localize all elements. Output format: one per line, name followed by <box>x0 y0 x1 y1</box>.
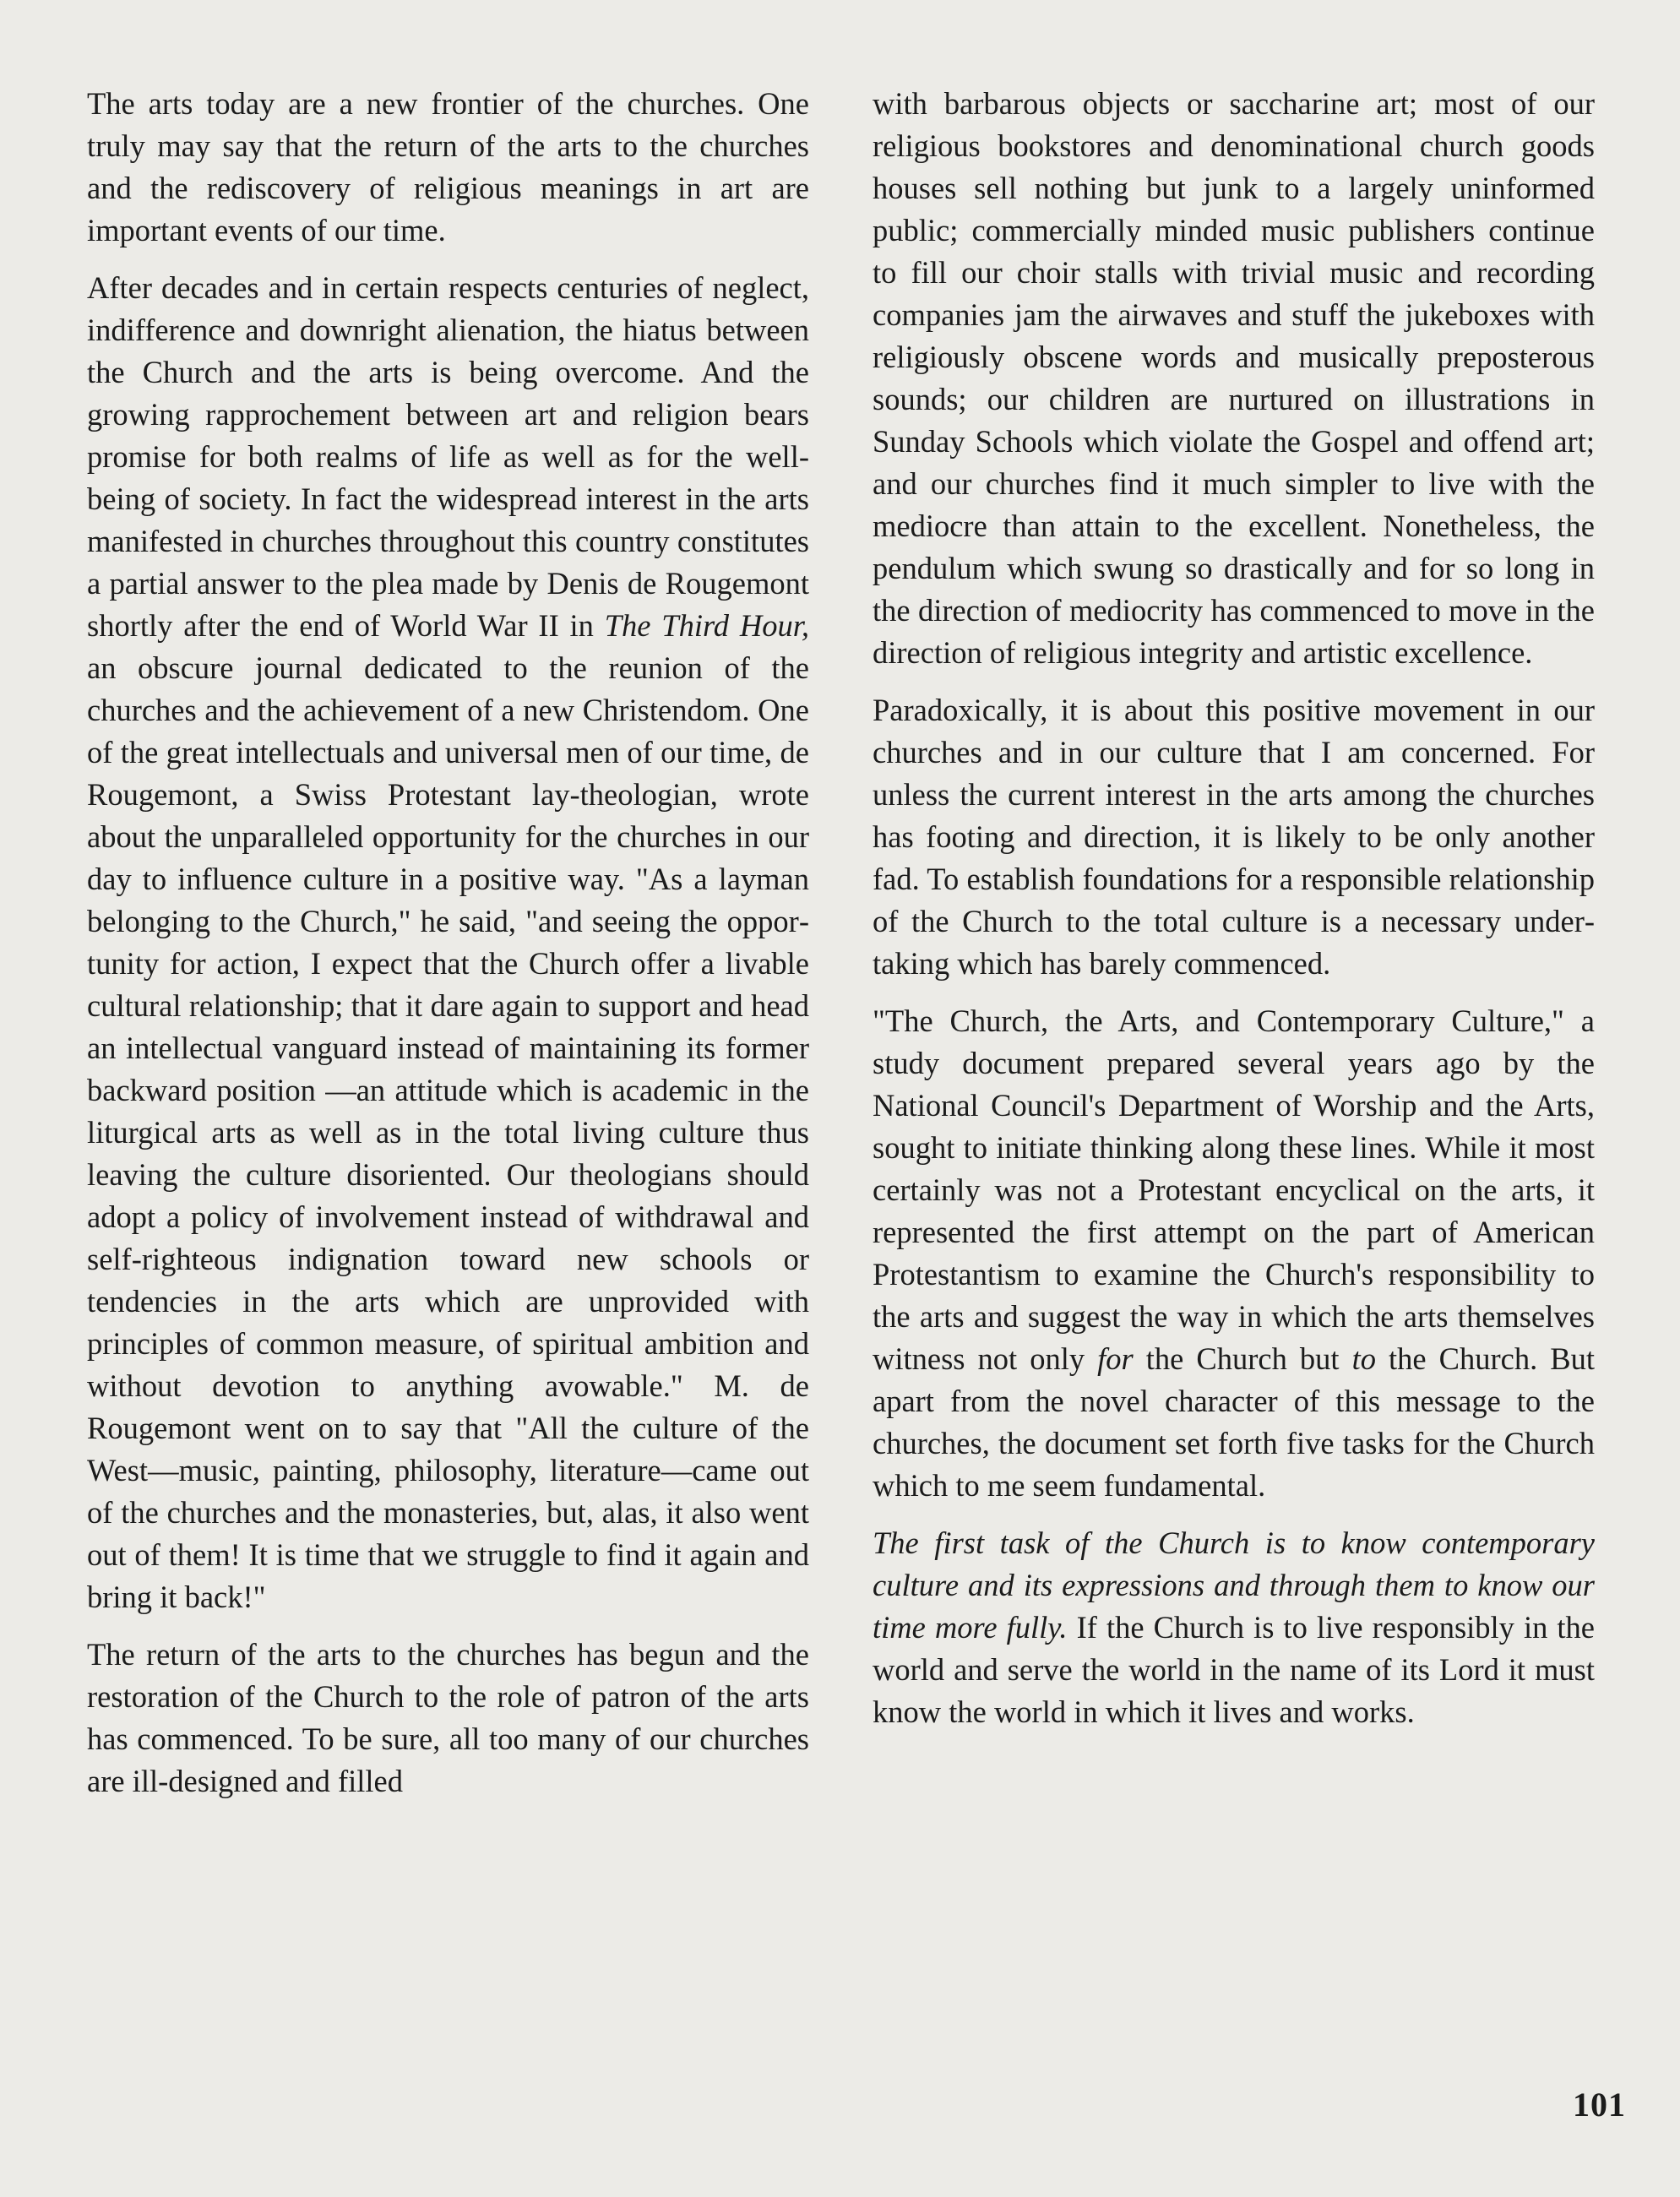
left-paragraph-2 <box>87 267 809 1618</box>
left-paragraph-1-text: The arts today are a new frontier of the churches. One truly may say that the return of the arts to the churches and the rediscovery of religious meanings in art are important events of our time. <box>87 86 809 247</box>
right-paragraph-3-text-a: "The Church, the Arts, and Contemporary Culture," a study document prepared several years ago by the National Council's Department of Worship and the Arts, sought to initiate thinking along these lines. While it most certainly was not a Protestant encyclical on the arts, it represented the first attempt on the part of American Protestantism to examine the Church's responsibility to the arts and suggest the way in which the arts themselves witness not only <box>873 1003 1595 1376</box>
left-column <box>87 83 809 1818</box>
left-paragraph-2-text-a: After decades and in certain respects centuries of neglect, indifference and downright alienation, the hiatus between the Church and the arts is being overcome. And the growing rapprochement between art and religion bears promise for both realms of life as well as for the well-being of society. In fact the widespread interest in the arts manifested in churches throughout this country constitutes a partial answer to the plea made by Denis de Rougemont shortly after the end of World War II in <box>87 270 809 643</box>
right-paragraph-2 <box>873 689 1595 985</box>
left-paragraph-3 <box>87 1634 809 1803</box>
right-paragraph-1 <box>873 83 1595 674</box>
right-paragraph-3-text-b: the Church but <box>1133 1341 1352 1376</box>
journal-title: The Third Hour, <box>604 608 809 643</box>
emphasis-for: for <box>1097 1341 1134 1376</box>
emphasis-to: to <box>1351 1341 1376 1376</box>
right-paragraph-4-text: If the Church is to live responsibly in the world and serve the world in the name of its Lord it must know the world in which it lives and works. <box>873 1610 1595 1729</box>
left-paragraph-1 <box>87 83 809 252</box>
left-paragraph-3-text: The return of the arts to the churches has begun and the restoration of the Church to the role of patron of the arts has commenced. To be sure, all too many of our churches are ill-designed and filled <box>87 1637 809 1798</box>
right-paragraph-3-text-c: the Church. But apart from the novel character of this message to the churches, the document set forth five tasks for the Church which to me seem fundamental. <box>873 1341 1595 1503</box>
right-paragraph-3 <box>873 1000 1595 1507</box>
right-column <box>873 83 1595 1748</box>
left-paragraph-2-text-b: an obscure journal dedicated to the reunion of the churches and the achievement of a new Christendom. One of the great intellectuals and universal men of our time, de Rougemont, a Swiss Protestant lay-theologian, wrote about the unparalleled opportunity for the churches in our day to influence culture in a positive way. "As a layman belonging to the Church," he said, "and seeing the opportunity for action, I expect that the Church offer a livable cultural relationship; that it dare again to support and head an intellectual vanguard instead of maintaining its former backward position —an attitude which is academic in the liturgical arts as well as in the total living culture thus leaving the culture disoriented. Our theologians should adopt a policy of involvement instead of withdrawal and self-righteous indignation toward new schools or tendencies in the arts which are unprovided with principles of common measure, of spiritual ambition and without devotion to anything avowable." M. de Rougemont went on to say that "All the culture of the West—music, painting, philosophy, literature—came out of the churches and the monasteries, but, alas, it also went out of them! It is time that we struggle to find it again and bring it back!" <box>87 650 809 1614</box>
page-number: 101 <box>1573 2086 1626 2124</box>
first-task-statement: The first task of the Church is to know contemporary culture and its expressions and through them to know our time more fully. <box>873 1525 1595 1645</box>
right-paragraph-2-text: Paradoxically, it is about this positive movement in our churches and in our culture that I am concerned. For unless the current interest in the arts among the churches has footing and direction, it is likely to be only another fad. To establish foundations for a responsible relationship of the Church to the total culture is a necessary undertaking which has barely commenced. <box>873 693 1595 981</box>
right-paragraph-4 <box>873 1522 1595 1733</box>
right-paragraph-1-text: with barbarous objects or saccharine art; most of our religious bookstores and denominational church goods houses sell nothing but junk to a largely uninformed public; commercially minded music publishers continue to fill our choir stalls with trivial music and recording companies jam the airwaves and stuff the jukeboxes with religiously obscene words and musically preposterous sounds; our children are nurtured on illustrations in Sunday Schools which violate the Gospel and offend art; and our churches find it much simpler to live with the mediocre than attain to the excellent. Nonetheless, the pendulum which swung so drastically and for so long in the direction of mediocrity has commenced to move in the direction of religious integrity and artistic excellence. <box>873 86 1595 670</box>
